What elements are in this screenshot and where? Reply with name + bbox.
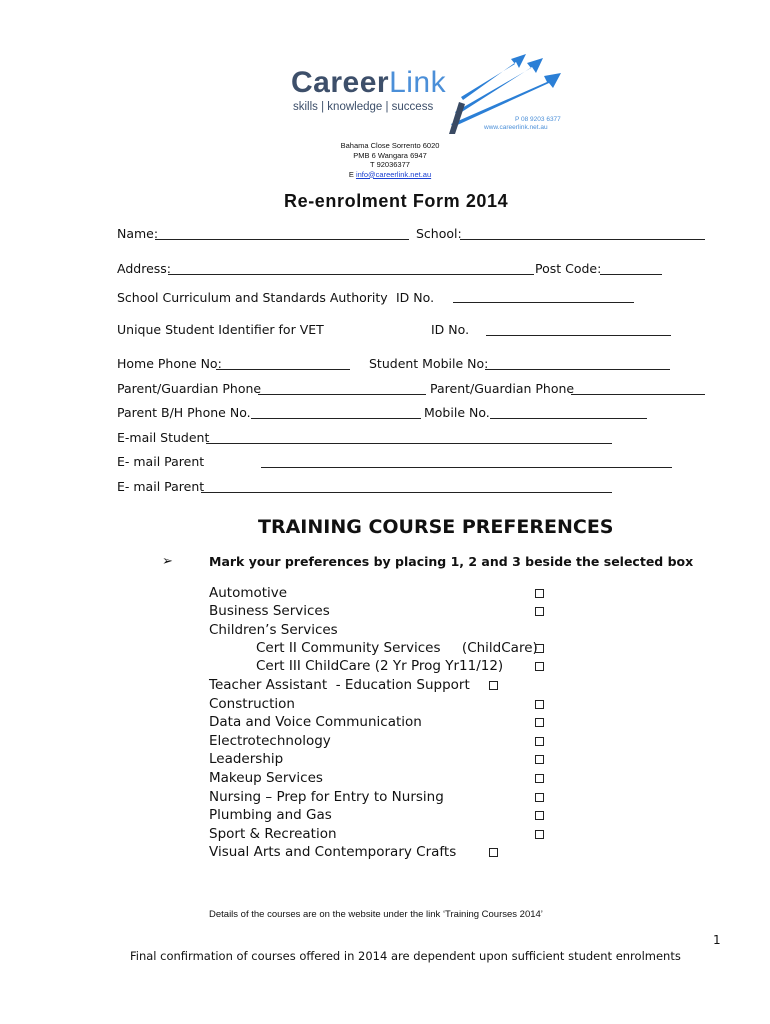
- school-label: School:: [416, 226, 462, 241]
- logo-phone: P 08 9203 6377: [515, 116, 561, 123]
- scsa-label: School Curriculum and Standards Authority: [117, 290, 388, 305]
- checkbox-data-voice[interactable]: [535, 718, 544, 727]
- course-sport-recreation: Sport & Recreation: [209, 826, 337, 842]
- checkbox-sport-recreation[interactable]: [535, 830, 544, 839]
- checkbox-business-services[interactable]: [535, 607, 544, 616]
- scsa-id-field[interactable]: [453, 302, 634, 303]
- checkbox-cert-ii-community-services[interactable]: [535, 644, 544, 653]
- post-code-label: Post Code:: [535, 261, 602, 276]
- course-cert-iii-childcare: Cert III ChildCare (2 Yr Prog Yr11/12): [256, 658, 504, 674]
- parent-phone2-field[interactable]: [571, 394, 705, 395]
- post-code-field[interactable]: [600, 274, 662, 275]
- logo: [283, 42, 583, 134]
- logo-brand-link: Link: [389, 66, 447, 99]
- mobile-label: Mobile No.: [424, 405, 490, 420]
- email-parent1-label: E- mail Parent: [117, 454, 205, 469]
- parent-phone2-label: Parent/Guardian Phone: [430, 381, 575, 396]
- email-student-field[interactable]: [206, 443, 612, 444]
- name-field[interactable]: [155, 239, 409, 240]
- logo-tagline: skills | knowledge | success: [293, 101, 434, 113]
- email-parent2-label: E- mail Parent: [117, 479, 205, 494]
- course-construction: Construction: [209, 696, 295, 712]
- checkbox-cert-iii-childcare[interactable]: [535, 662, 544, 671]
- course-plumbing-gas: Plumbing and Gas: [209, 807, 332, 823]
- scsa-id-label: ID No.: [396, 290, 435, 305]
- course-makeup-services: Makeup Services: [209, 770, 323, 786]
- course-electrotechnology: Electrotechnology: [209, 733, 331, 749]
- email-parent1-field[interactable]: [261, 467, 672, 468]
- course-teacher-assistant: Teacher Assistant - Education Support: [209, 677, 470, 693]
- home-phone-label: Home Phone No:: [117, 356, 222, 371]
- address-label: Address:: [117, 261, 171, 276]
- details-note: Details of the courses are on the website under the link ‘Training Courses 2014’: [209, 909, 543, 920]
- address-line2: PMB 6 Wangara 6947: [353, 150, 427, 160]
- checkbox-leadership[interactable]: [535, 755, 544, 764]
- home-phone-field[interactable]: [216, 369, 350, 370]
- bullet-arrow-icon: ➢: [162, 553, 173, 568]
- parent-phone1-label: Parent/Guardian Phone: [117, 381, 262, 396]
- parent-bh-field[interactable]: [251, 418, 421, 419]
- address-line1: Bahama Close Sorrento 6020: [340, 141, 440, 150]
- checkbox-nursing[interactable]: [535, 793, 544, 802]
- address-block: [300, 141, 480, 179]
- course-childrens-services: Children’s Services: [209, 622, 338, 638]
- form-title: Re-enrolment Form 2014: [284, 191, 509, 211]
- school-field[interactable]: [460, 239, 705, 240]
- parent-phone1-field[interactable]: [258, 394, 426, 395]
- address-line4: E info@careerlink.net.au: [348, 169, 432, 179]
- student-mobile-label: Student Mobile No:: [369, 356, 489, 371]
- parent-bh-label: Parent B/H Phone No.: [117, 405, 251, 420]
- footer-note: Final confirmation of courses offered in 2014 are dependent upon sufficient student enrolments: [130, 949, 681, 963]
- section-heading: TRAINING COURSE PREFERENCES: [258, 516, 614, 538]
- course-cert-ii-community-services: Cert II Community Services (ChildCare): [256, 640, 538, 656]
- course-leadership: Leadership: [209, 751, 284, 767]
- usi-label: Unique Student Identifier for VET: [117, 322, 324, 337]
- student-mobile-field[interactable]: [485, 369, 670, 370]
- checkbox-visual-arts[interactable]: [489, 848, 498, 857]
- usi-id-label: ID No.: [431, 322, 470, 337]
- address-field[interactable]: [168, 274, 534, 275]
- course-visual-arts: Visual Arts and Contemporary Crafts: [209, 844, 457, 860]
- email-link[interactable]: info@careerlink.net.au: [355, 169, 432, 179]
- email-parent2-field[interactable]: [201, 492, 612, 493]
- mobile-field[interactable]: [490, 418, 647, 419]
- usi-id-field[interactable]: [486, 335, 671, 336]
- checkbox-electrotechnology[interactable]: [535, 737, 544, 746]
- address-line3: T 92036377: [370, 160, 410, 169]
- page-number: 1: [713, 933, 721, 947]
- course-automotive: Automotive: [209, 585, 288, 601]
- instruction-text: Mark your preferences by placing 1, 2 and 3 beside the selected box: [209, 554, 694, 569]
- logo-website: www.careerlink.net.au: [484, 124, 548, 131]
- checkbox-construction[interactable]: [535, 700, 544, 709]
- checkbox-automotive[interactable]: [535, 589, 544, 598]
- checkbox-makeup-services[interactable]: [535, 774, 544, 783]
- checkbox-plumbing-gas[interactable]: [535, 811, 544, 820]
- course-nursing: Nursing – Prep for Entry to Nursing: [209, 789, 444, 805]
- course-data-voice: Data and Voice Communication: [209, 714, 422, 730]
- logo-brand-career: Career: [291, 66, 390, 99]
- name-label: Name:: [117, 226, 159, 241]
- course-business-services: Business Services: [209, 603, 330, 619]
- email-student-label: E-mail Student: [117, 430, 210, 445]
- checkbox-teacher-assistant[interactable]: [489, 681, 498, 690]
